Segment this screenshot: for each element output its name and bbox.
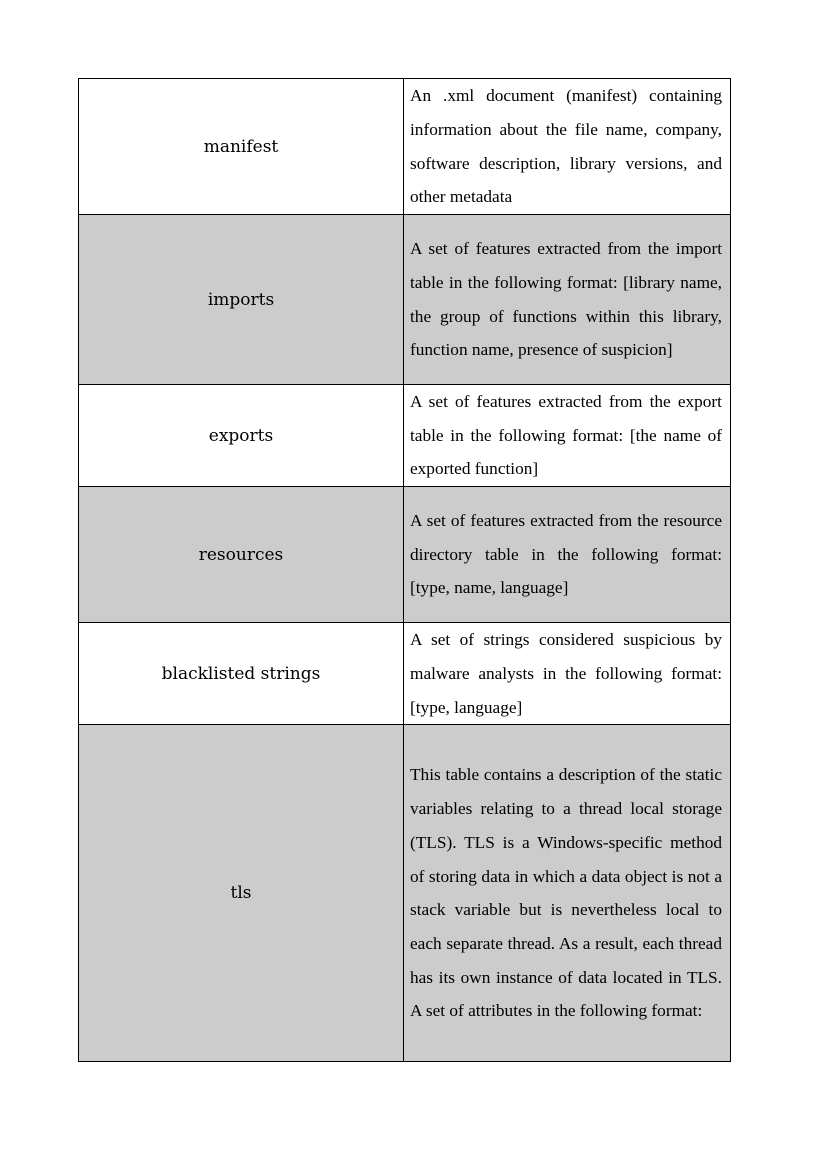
feature-table (78, 78, 731, 1062)
feature-name-cell: manifest (79, 79, 404, 215)
table-row-blacklisted-strings (79, 623, 731, 725)
feature-name-cell: exports (79, 385, 404, 487)
feature-name-cell: imports (79, 215, 404, 385)
table-row-tls (79, 725, 731, 1062)
table-row-exports (79, 385, 731, 487)
feature-description-cell: A set of features extracted from the export table in the following format: [the name of exported function] (404, 385, 731, 487)
table-row-resources (79, 487, 731, 623)
feature-description-cell: An .xml document (manifest) containing information about the file name, company, software description, library versions, and other metadata (404, 79, 731, 215)
table-row-imports (79, 215, 731, 385)
feature-name-cell: blacklisted strings (79, 623, 404, 725)
feature-description-cell: A set of strings considered suspicious by malware analysts in the following format: [type, language] (404, 623, 731, 725)
feature-description-cell: A set of features extracted from the import table in the following format: [library name, the group of functions within this library, function name, presence of suspicion] (404, 215, 731, 385)
table-row-manifest (79, 79, 731, 215)
feature-name-cell: resources (79, 487, 404, 623)
feature-description-cell: A set of features extracted from the resource directory table in the following format: [type, name, language] (404, 487, 731, 623)
feature-name-cell: tls (79, 725, 404, 1062)
feature-description-cell: This table contains a description of the static variables relating to a thread local storage (TLS). TLS is a Windows-specific method of storing data in which a data object is not a stack variable but is nevertheless local to each separate thread. As a result, each thread has its own instance of data located in TLS. A set of attributes in the following format: (404, 725, 731, 1062)
